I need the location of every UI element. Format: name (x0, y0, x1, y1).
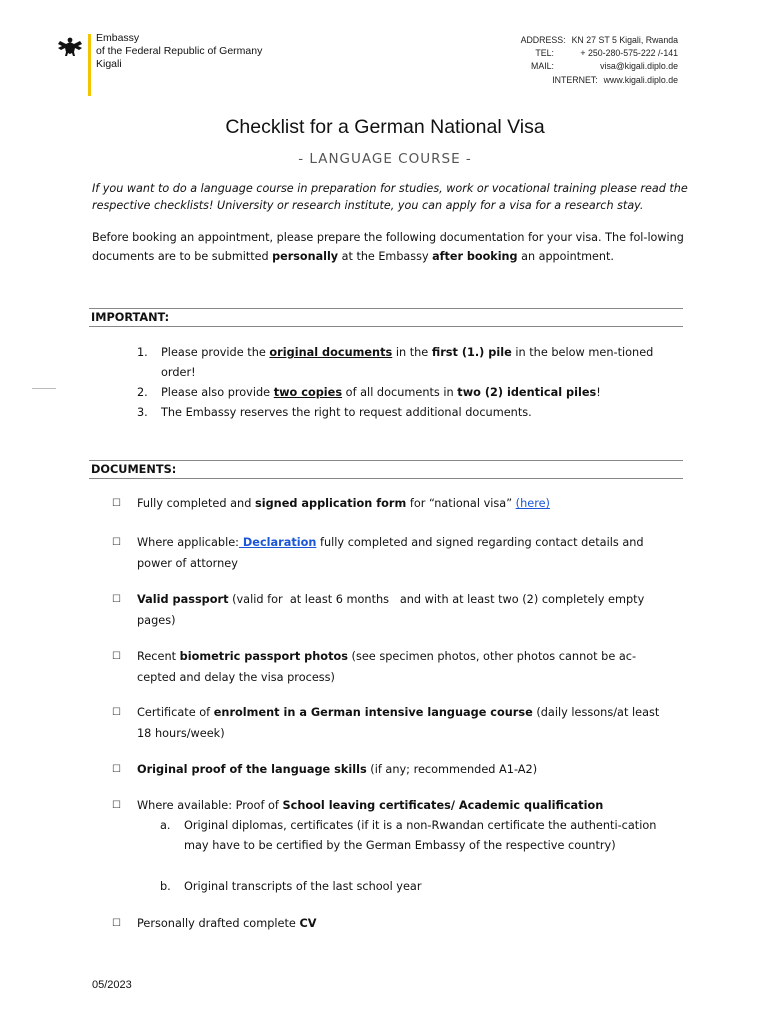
checkbox[interactable]: ☐ (112, 537, 121, 548)
document-item-enrolment: ☐ Certificate of enrolment in a German intensive language course (daily lessons/at least 18 hours/week) (112, 702, 672, 744)
intro-paragraph: Before booking an appointment, please prepare the following documentation for your visa. The fol-lowing documents are to be submitted personally at the Embassy after booking an appointment. (92, 231, 684, 263)
document-item-declaration: ☐ Where applicable: Declaration fully completed and signed regarding contact details and power of attorney (112, 532, 672, 574)
document-item-certificates: ☐ Where available: Proof of School leaving certificates/ Academic qualification (112, 795, 672, 816)
federal-eagle-icon (57, 35, 83, 61)
list-item: 3. The Embassy reserves the right to request additional documents. (137, 406, 532, 419)
page-title: Checklist for a German National Visa (225, 116, 545, 138)
intro-note: If you want to do a language course in preparation for studies, work or vocational training please read the respective checklists! University or research institute, you can apply for a visa for a research stay. (92, 182, 688, 212)
document-item-language-skills: ☐ Original proof of the language skills (if any; recommended A1-A2) (112, 759, 672, 780)
documents-heading: DOCUMENTS: (89, 460, 683, 479)
list-item: 2. Please also provide two copies of all documents in two (2) identical piles! (137, 386, 601, 399)
org-line: Kigali (96, 58, 122, 70)
footer-date: 05/2023 (92, 979, 132, 991)
sub-item: a. Original diplomas, certificates (if it is a non-Rwandan certificate the authenti-cation may have to be certified by the German Embassy of the respective country) (160, 819, 657, 852)
checkbox[interactable]: ☐ (112, 800, 121, 811)
margin-mark (32, 388, 56, 389)
checkbox[interactable]: ☐ (112, 918, 121, 929)
checkbox[interactable]: ☐ (112, 594, 121, 605)
contact-tel: TEL: + 250-280-575-222 /-141 (535, 48, 678, 59)
sub-item: b. Original transcripts of the last school year (160, 880, 422, 893)
declaration-link[interactable]: Declaration (238, 536, 317, 549)
important-heading: IMPORTANT: (89, 308, 683, 327)
contact-mail: MAIL: visa@kigali.diplo.de (531, 61, 678, 72)
contact-address: ADDRESS: KN 27 ST 5 Kigali, Rwanda (520, 35, 678, 45)
checkbox[interactable]: ☐ (112, 707, 121, 718)
org-line: Embassy (96, 32, 140, 44)
org-line: of the Federal Republic of Germany (96, 45, 263, 57)
document-item-photos: ☐ Recent biometric passport photos (see specimen photos, other photos cannot be ac-cepted and delay the visa process) (112, 646, 672, 688)
contact-block (521, 34, 678, 87)
checkbox[interactable]: ☐ (112, 498, 121, 509)
checkbox[interactable]: ☐ (112, 764, 121, 775)
list-item: 1. Please provide the original documents in the first (1.) pile in the below men-tioned order! (137, 346, 654, 379)
document-item-passport: ☐ Valid passport (valid for at least 6 months and with at least two (2) completely empty pages) (112, 589, 672, 631)
document-item-application-form: ☐ Fully completed and signed application form for “national visa” (here) (112, 493, 672, 514)
document-item-cv: ☐ Personally drafted complete CV (112, 913, 672, 934)
page-subtitle: - LANGUAGE COURSE - (298, 151, 472, 167)
brand-color-bar (88, 34, 91, 96)
checkbox[interactable]: ☐ (112, 651, 121, 662)
organization-name (96, 32, 262, 71)
application-form-link[interactable]: (here) (515, 497, 550, 510)
important-list (137, 343, 657, 423)
contact-internet: INTERNET: www.kigali.diplo.de (552, 74, 678, 85)
